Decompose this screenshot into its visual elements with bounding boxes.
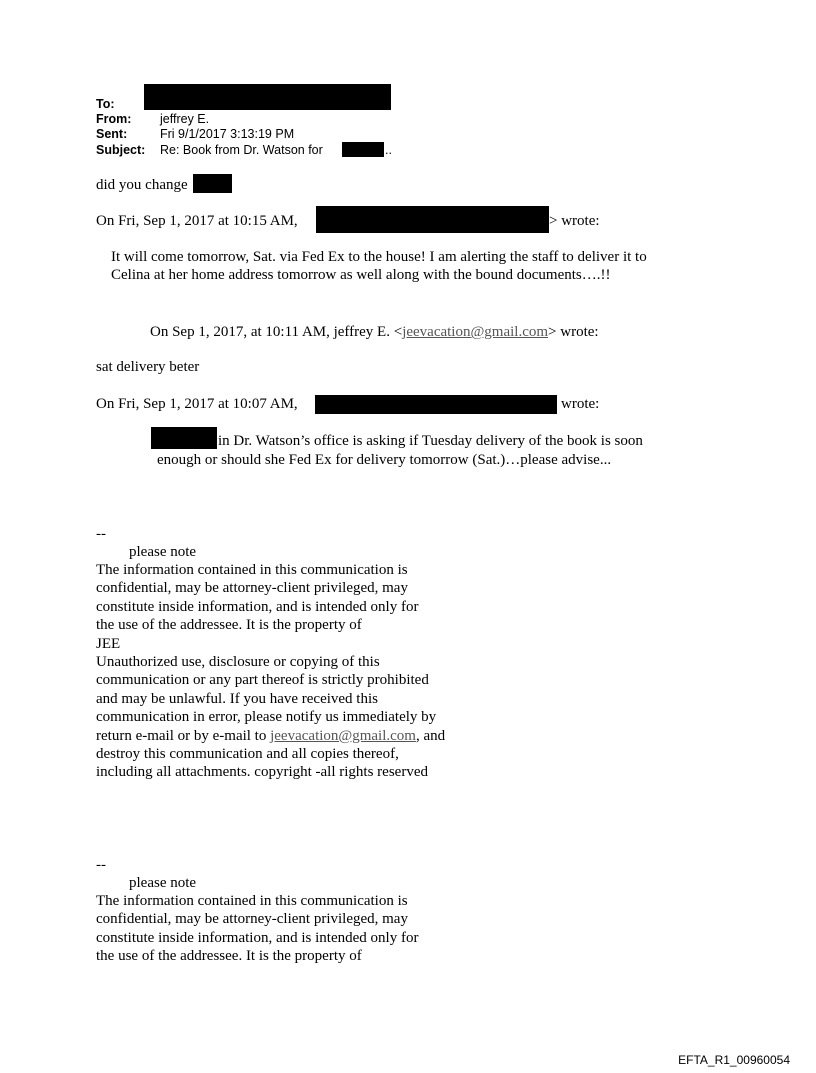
disclaimer1-line: communication in error, please notify us immediately by bbox=[96, 709, 437, 726]
redacted-quote3-person bbox=[151, 427, 217, 449]
disclaimer1-line: Unauthorized use, disclosure or copying of this bbox=[96, 654, 380, 670]
from-label: From: bbox=[96, 112, 132, 126]
disclaimer1-line: communication or any part thereof is strictly prohibited bbox=[96, 672, 429, 689]
disclaimer1-line: confidential, may be attorney-client privileged, may bbox=[96, 580, 408, 597]
quote3-line1: in Dr. Watson’s office is asking if Tuesday delivery of the book is soon bbox=[218, 433, 643, 449]
disclaimer1-line: The information contained in this communication is bbox=[96, 562, 408, 578]
quote2-intro-start: On Sep 1, 2017, at 10:11 AM, jeffrey E. < bbox=[150, 324, 403, 340]
disclaimer1-email-link[interactable]: jeevacation@gmail.com bbox=[270, 727, 416, 744]
disclaimer1-line: the use of the addressee. It is the property of bbox=[96, 617, 362, 634]
quote2-intro bbox=[150, 323, 599, 341]
quote3-line2: enough or should she Fed Ex for delivery tomorrow (Sat.)…please advise... bbox=[157, 452, 612, 468]
disclaimer2-line: constitute inside information, and is intended only for bbox=[96, 929, 419, 946]
redacted-quote3-sender bbox=[315, 395, 557, 414]
quote1-line2: Celina at her home address tomorrow as well along with the bound documents….!! bbox=[111, 267, 611, 283]
disclaimer1-line: constitute inside information, and is intended only for bbox=[96, 598, 419, 615]
disclaimer1-line: including all attachments. copyright -all rights reserved bbox=[96, 764, 428, 781]
reply-line: did you change bbox=[96, 177, 188, 193]
quote1-intro-start: On Fri, Sep 1, 2017 at 10:15 AM, bbox=[96, 213, 298, 229]
disclaimer2-line: The information contained in this communication is bbox=[96, 893, 408, 909]
quote2-email-link[interactable]: jeevacation@gmail.com bbox=[402, 324, 549, 340]
sent-value: Fri 9/1/2017 3:13:19 PM bbox=[160, 127, 295, 141]
disclaimer1-dashes: -- bbox=[96, 526, 106, 542]
to-label: To: bbox=[96, 97, 115, 111]
disclaimer2-dashes: -- bbox=[96, 857, 106, 873]
quote2-body: sat delivery beter bbox=[96, 359, 200, 375]
document-id: EFTA_R1_00960054 bbox=[678, 1053, 790, 1067]
quote1-line1: It will come tomorrow, Sat. via Fed Ex to the house! I am alerting the staff to deliver it to bbox=[111, 249, 647, 265]
quote3-intro-start: On Fri, Sep 1, 2017 at 10:07 AM, bbox=[96, 396, 298, 412]
subject-tail: .. bbox=[385, 143, 392, 157]
disclaimer1-line: and may be unlawful. If you have received this bbox=[96, 690, 378, 707]
subject-value: Re: Book from Dr. Watson for bbox=[160, 143, 323, 157]
quote1-intro-end: > wrote: bbox=[549, 213, 600, 229]
disclaimer1-line: JEE bbox=[96, 635, 121, 652]
quote2-intro-end: > wrote: bbox=[548, 324, 599, 340]
disclaimer1-line: destroy this communication and all copies thereof, bbox=[96, 746, 399, 762]
from-value: jeffrey E. bbox=[160, 112, 210, 126]
disclaimer1-note: please note bbox=[129, 544, 197, 560]
redacted-quote1-sender bbox=[316, 206, 549, 233]
subject-label: Subject: bbox=[96, 143, 146, 157]
disclaimer1-email-line bbox=[96, 727, 445, 745]
sent-label: Sent: bbox=[96, 127, 128, 141]
redacted-recipient bbox=[144, 84, 391, 110]
disclaimer2-note: please note bbox=[129, 875, 197, 891]
redacted-subject-name bbox=[342, 142, 384, 157]
redacted-reply-object bbox=[193, 174, 232, 193]
email-line-start: return e-mail or by e-mail to bbox=[96, 727, 271, 744]
disclaimer2-line: confidential, may be attorney-client privileged, may bbox=[96, 911, 408, 928]
quote3-intro-end: wrote: bbox=[561, 396, 600, 412]
disclaimer2-line: the use of the addressee. It is the property of bbox=[96, 948, 362, 965]
email-line-end: , and bbox=[415, 727, 446, 744]
